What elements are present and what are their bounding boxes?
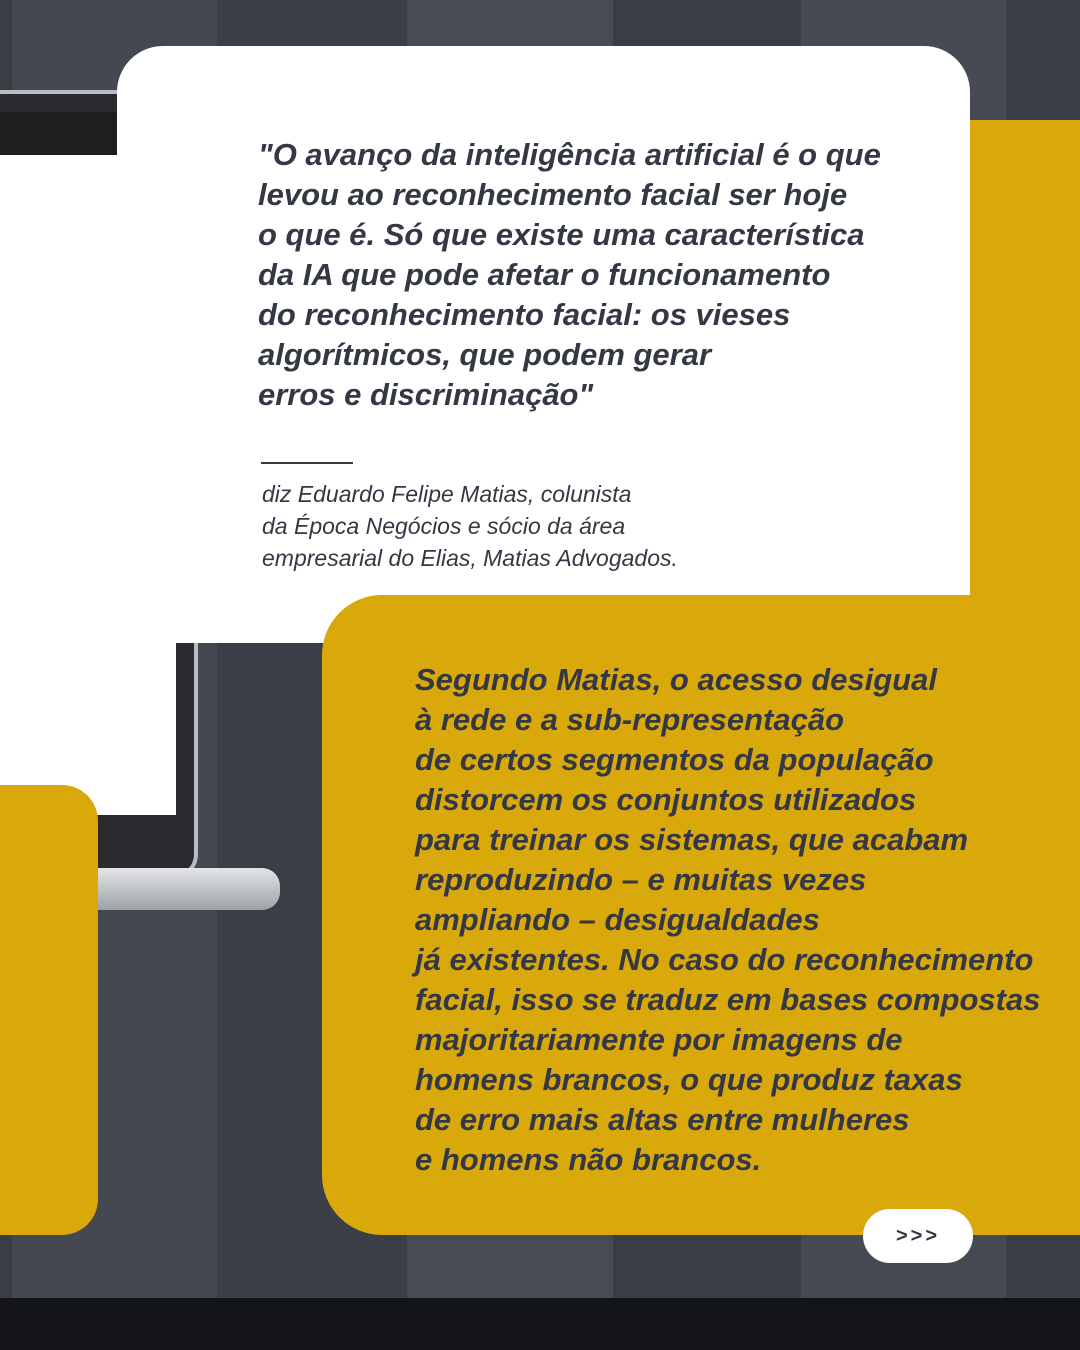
quote-divider <box>261 462 353 464</box>
bottom-band <box>0 1298 1080 1350</box>
quote-attribution: diz Eduardo Felipe Matias, colunista da Época Negócios e sócio da área empresarial do Elias, Matias Advogados. <box>262 481 678 571</box>
gold-accent-bar <box>960 120 1080 620</box>
chevrons-right-icon: >>> <box>895 1224 941 1247</box>
body-text: Segundo Matias, o acesso desigual à rede e a sub-representação de certos segmentos da população distorcem os conjuntos utilizados para treinar os sistemas, que acabam reproduzindo – e muitas vezes ampliando – desigualdades já existentes. No caso do reconhecimento facial, isso se traduz em bases compostas majoritariamente por imagens de homens brancos, o que produz taxas de erro mais altas entre mulheres e homens não brancos. <box>415 662 1041 1177</box>
quote-text: "O avanço da inteligência artificial é o que levou ao reconhecimento facial ser hoje o que é. Só que existe uma característica da IA que pode afetar o funcionamento do reconhecimento facial: os vieses algorítmicos, que podem gerar erros e discriminação" <box>258 137 881 412</box>
next-button[interactable] <box>863 1209 973 1263</box>
gold-side-tab <box>0 785 98 1235</box>
